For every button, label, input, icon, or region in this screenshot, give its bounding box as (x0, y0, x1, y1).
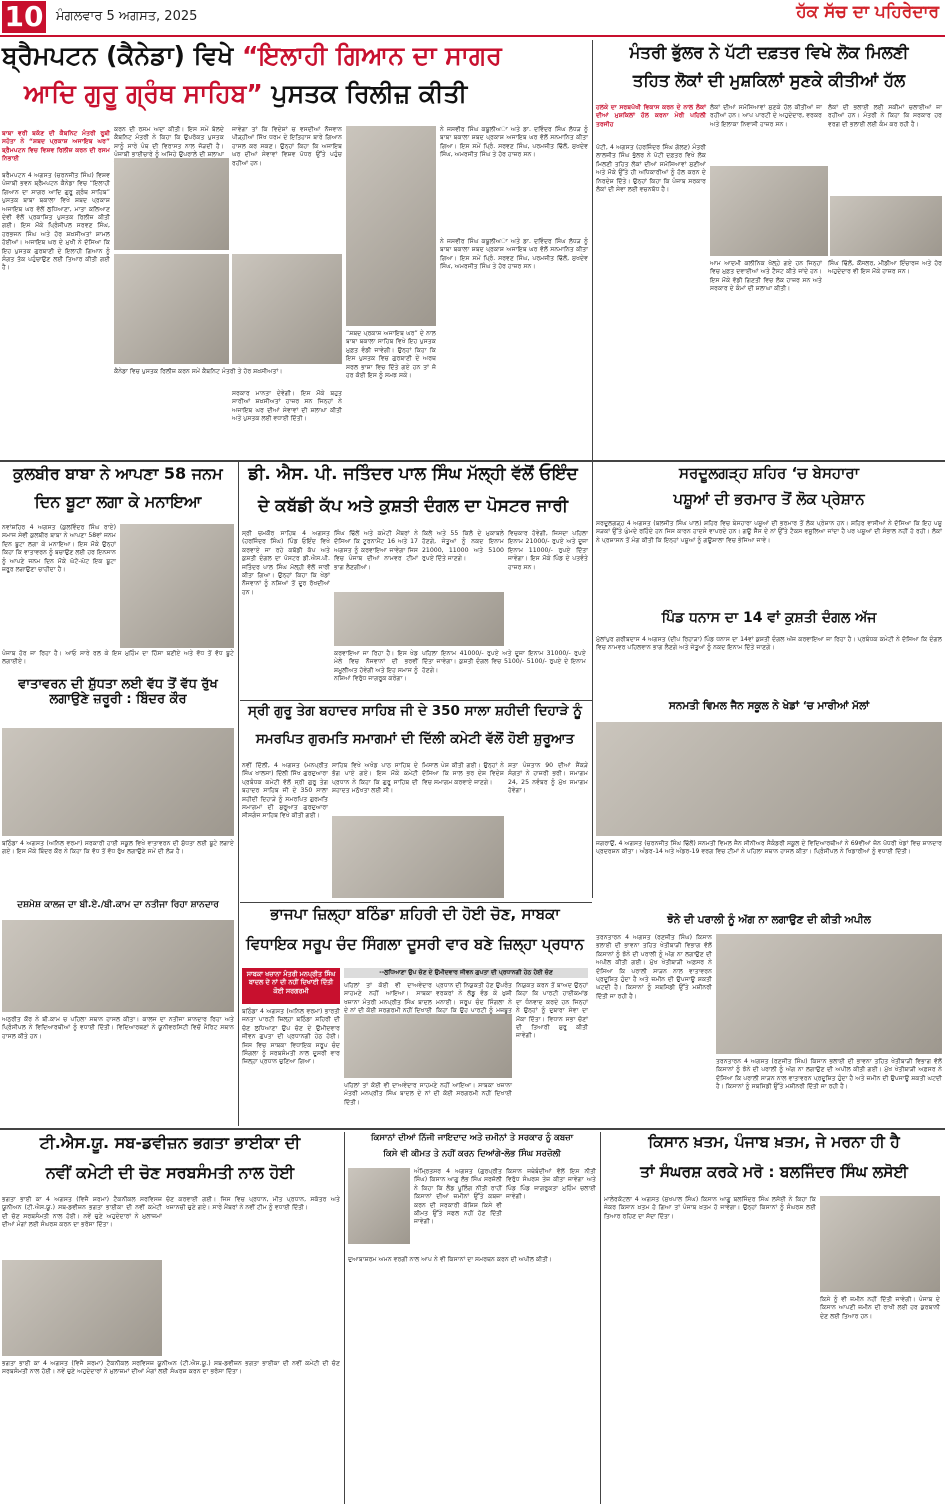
a3-body-col3: ਬਠਿੰਡਾ 4 ਅਗਸਤ (ਅਨਿਲ ਵਰਮਾ) ਸਰਕਾਰੀ ਹਾਈ ਸਕੂਲ ਵਿਖੇ ਵਾਤਾਵਰਨ ਦੀ ਸ਼ੁੱਧਤਾ ਲਈ ਬੂਟੇ ਲਗਾਏ ਗਏ। ਇਸ ਮੌਕੇ ਬਿੰਦਰ ਕੌਰ ਨੇ ਕਿਹਾ ਕਿ ਵੱਧ ਤੋਂ ਵੱਧ ਰੁੱਖ ਲਗਾਉਣੇ ਸਮੇਂ ਦੀ ਲੋੜ ਹੈ। (2, 840, 234, 856)
divider-v5 (600, 1132, 601, 1504)
divider-v1 (592, 40, 593, 460)
page-date: ਮੰਗਲਵਾਰ 5 ਅਗਸਤ, 2025 (56, 9, 198, 24)
masthead-logo (796, 2, 939, 22)
divider-h1 (0, 460, 945, 462)
a4-body-col4: ਵਿਚਕਾਰ ਹੋਵੇਗੀ, ਜਿਸਦਾ ਪਹਿਲਾ ਇਨਾਮ 21000/- ਰੁਪਏ ਅਤੇ ਦੂਜਾ ਇਨਾਮ 11000/- ਰੁਪਏ ਦਿੱਤਾ ਜਾਵੇਗਾ। ਇਸ ਮੌਕੇ ਪਿੰਡ ਦੇ ਪਤਵੰਤੇ ਹਾਜ਼ਰ ਸਨ। (508, 530, 588, 571)
divider-v4 (344, 1132, 345, 1504)
a7-headline-line2: ਵਿਧਾਇਕ ਸਰੂਪ ਚੰਦ ਸਿੰਗਲਾ ਦੂਸਰੀ ਵਾਰ ਬਣੇ ਜ਼ਿਲ੍ਹਾ ਪ੍ਰਧਾਨ (246, 935, 584, 953)
a5-body-col3: ਜਗਰਾਉਂ, 4 ਅਗਸਤ (ਚਰਨਜੀਤ ਸਿੰਘ ਢਿੱਲੋਂ) ਸਨਮਤੀ ਵਿਮਲ ਜੈਨ ਸੀਨੀਅਰ ਸੈਕੰਡਰੀ ਸਕੂਲ ਦੇ ਵਿਦਿਆਰਥੀਆਂ ਨੇ 69ਵੀਆਂ ਜ਼ੋਨ ਪੱਧਰੀ ਖੇਡਾਂ ਵਿਚ ਸ਼ਾਨਦਾਰ ਪ੍ਰਦਰਸ਼ਨ ਕੀਤਾ। ਅੰਡਰ-14 ਅਤੇ ਅੰਡਰ-19 ਵਰਗ ਵਿਚ ਟੀਮਾਂ ਨੇ ਪਹਿਲਾ ਸਥਾਨ ਹਾਸਲ ਕੀਤਾ। ਪ੍ਰਿੰਸੀਪਲ ਨੇ ਖਿਡਾਰੀਆਂ ਨੂੰ ਵਧਾਈ ਦਿੱਤੀ। (596, 840, 942, 856)
a8-body-col3: ਭਗਤਾ ਭਾਈ ਕਾ 4 ਅਗਸਤ (ਵਿਜੈ ਸ਼ਰਮਾ) ਟੈਕਨੀਕਲ ਸਰਵਿਸਜ਼ ਯੂਨੀਅਨ (ਟੀ.ਐਸ.ਯੂ.) ਸਬ-ਡਵੀਜ਼ਨ ਭਗਤਾ ਭਾਈਕਾ ਦੀ ਨਵੀਂ ਕਮੇਟੀ ਦੀ ਚੋਣ ਸਰਬਸੰਮਤੀ ਨਾਲ ਹੋਈ। ਨਵੇਂ ਚੁਣੇ ਅਹੁਦੇਦਾਰਾਂ ਨੇ ਮੁਲਾਜ਼ਮਾਂ ਦੀਆਂ ਮੰਗਾਂ ਲਈ ਸੰਘਰਸ਼ ਕਰਨ ਦਾ ਭਰੋਸਾ ਦਿੱਤਾ। (2, 1360, 340, 1376)
a9-photo-1 (348, 1168, 410, 1244)
a10-headline-line2: ਤਾਂ ਸੰਘਰਸ਼ ਕਰਕੇ ਮਰੋ : ਬਲਜਿੰਦਰ ਸਿੰਘ ਲਸੋਈ (640, 1163, 908, 1181)
a4-body-col1: ਸ੍ਰੀ ਚਮਕੌਰ ਸਾਹਿਬ 4 ਅਗਸਤ (ਹਰਜਿੰਦਰ ਸਿੰਘ) ਪਿੰਡ ਓਇੰਦ ਵਿਖੇ ਕਰਵਾਏ ਜਾ ਰਹੇ ਕਬੱਡੀ ਕੱਪ ਅਤੇ ਕੁਸ਼ਤੀ ਦੰਗਲ ਦਾ ਪੋਸਟਰ ਡੀ.ਐਸ.ਪੀ. ਜਤਿੰਦਰ ਪਾਲ ਸਿੰਘ ਮੱਲ੍ਹੀ ਵੱਲੋਂ ਜਾਰੀ ਕੀਤਾ ਗਿਆ। ਉਨ੍ਹਾਂ ਕਿਹਾ ਕਿ ਖੇਡਾਂ ਨੌਜਵਾਨਾਂ ਨੂੰ ਨਸ਼ਿਆਂ ਤੋਂ ਦੂਰ ਰੱਖਦੀਆਂ ਹਨ। (242, 530, 330, 596)
a2-photo-1 (710, 166, 828, 256)
divider-h4 (0, 1128, 945, 1130)
a1-headline-part-d: ਪੁਸਤਕ ਰਿਲੀਜ਼ ਕੀਤੀ (271, 79, 468, 108)
a5-sub3: ਝੋਨੇ ਦੀ ਪਰਾਲੀ ਨੂੰ ਅੱਗ ਨਾ ਲਗਾਉਣ ਦੀ ਕੀਤੀ ਅਪੀਲ (667, 914, 871, 926)
a9-body-col1: ਅੰਮ੍ਰਿਤਸਰ 4 ਅਗਸਤ (ਗੁਰਪ੍ਰੀਤ ਸਿੰਘ) ਕਿਸਾਨ ਆਗੂ ਲੋਭ ਸਿੰਘ ਸਰਜ਼ੋਲੀ ਨੇ ਕਿਹਾ ਕਿ ਲੈਂਡ ਪੂਲਿੰਗ ਨੀਤੀ ਰਾਹੀਂ ਕਿਸਾਨਾਂ ਦੀਆਂ ਜ਼ਮੀਨਾਂ ਉੱਤੇ ਕਬਜ਼ਾ ਕਰਨ ਦੀ ਸਰਕਾਰੀ ਕੋਸ਼ਿਸ਼ ਕਿਸੇ ਵੀ ਕੀਮਤ ਉੱਤੇ ਸਫਲ ਨਹੀਂ ਹੋਣ ਦਿੱਤੀ ਜਾਵੇਗੀ। (414, 1168, 502, 1226)
a9-headline-line1: ਕਿਸਾਨਾਂ ਦੀਆਂ ਨਿੱਜੀ ਜਾਇਦਾਦ ਅਤੇ ਜ਼ਮੀਨਾਂ ਤੇ ਸਰਕਾਰ ਨੂੰ ਕਬਜ਼ਾ (370, 1133, 574, 1143)
a6-body-col1: ਨਵੀਂ ਦਿੱਲੀ, 4 ਅਗਸਤ (ਮਨਪ੍ਰੀਤ ਸਿੰਘ ਖਾਲਸਾ) ਦਿੱਲੀ ਸਿੱਖ ਗੁਰਦੁਆਰਾ ਪ੍ਰਬੰਧਕ ਕਮੇਟੀ ਵੱਲੋਂ ਸ੍ਰੀ ਗੁਰੂ ਤੇਗ ਬਹਾਦਰ ਸਾਹਿਬ ਜੀ ਦੇ 350 ਸਾਲਾ ਸ਼ਹੀਦੀ ਦਿਹਾੜੇ ਨੂੰ ਸਮਰਪਿਤ ਗੁਰਮਤਿ ਸਮਾਗਮਾਂ ਦੀ ਸ਼ੁਰੂਆਤ ਗੁਰਦੁਆਰਾ ਸੀਸਗੰਜ ਸਾਹਿਬ ਵਿਖੇ ਕੀਤੀ ਗਈ। (242, 762, 328, 820)
a2-body-col5: ਸਿੰਘ ਢਿੱਲੋਂ, ਕੌਂਸਲਰ, ਮੀਡੀਆ ਇੰਚਾਰਜ ਅਤੇ ਹੋਰ ਅਹੁਦੇਦਾਰ ਵੀ ਇਸ ਮੌਕੇ ਹਾਜ਼ਰ ਸਨ। (828, 260, 942, 276)
a1-photo-4 (114, 254, 229, 364)
divider-v2 (238, 462, 239, 1126)
a7-photo-1 (344, 1014, 512, 1078)
a10-photo-1 (820, 1196, 940, 1292)
divider-h2 (240, 700, 592, 701)
a3-body-col1: ਨਵਾਂਸ਼ਹਿਰ 4 ਅਗਸਤ (ਕੁਲਵਿੰਦਰ ਸਿੰਘ ਰਾਏ) ਸਮਾਜ ਸੇਵੀ ਕੁਲਬੀਰ ਬਾਬਾ ਨੇ ਆਪਣਾ 58ਵਾਂ ਜਨਮ ਦਿਨ ਬੂਟਾ ਲਗਾ ਕੇ ਮਨਾਇਆ। ਇਸ ਮੌਕੇ ਉਨ੍ਹਾਂ ਕਿਹਾ ਕਿ ਵਾਤਾਵਰਨ ਨੂੰ ਬਚਾਉਣ ਲਈ ਹਰ ਇਨਸਾਨ ਨੂੰ ਆਪਣੇ ਜਨਮ ਦਿਨ ਮੌਕੇ ਘੱਟੋ-ਘੱਟ ਇਕ ਬੂਟਾ ਜ਼ਰੂਰ ਲਗਾਉਣਾ ਚਾਹੀਦਾ ਹੈ। (2, 524, 116, 574)
a1-photo-3 (232, 254, 342, 364)
a1-kicker: ਬਾਬਾ ਵਰੀ ਬਕੱਣ ਦੀ ਕੈਬਨਿਟ ਮੰਤਰੀ ਰੂਬੀ ਸਹੋਤਾ ਨੇ “ਸ਼ਬਦ ਪ੍ਰਕਾਸ਼ ਅਜਾਇਬ ਘਰ” ਬ੍ਰੈਮਪਟਨ ਵਿਚ ਵਿਸ਼ਵ ਰਿਲੀਜ਼ ਕਰਨ ਦੀ ਰਸਮ ਨਿਭਾਈ (2, 130, 110, 163)
a3-photo-1 (120, 524, 234, 648)
a10-body-col2: ਕਿਸੇ ਨੂੰ ਵੀ ਜ਼ਮੀਨ ਨਹੀਂ ਦਿੱਤੀ ਜਾਵੇਗੀ। ਪੰਜਾਬ ਦੇ ਕਿਸਾਨ ਆਪਣੀ ਜ਼ਮੀਨ ਦੀ ਰਾਖੀ ਲਈ ਹਰ ਕੁਰਬਾਨੀ ਦੇਣ ਲਈ ਤਿਆਰ ਹਨ। (820, 1296, 940, 1320)
a3-photo-2 (2, 728, 234, 836)
a1-body-col3: ਜਾਵੇਗਾ ਤਾਂ ਕਿ ਵਿਦੇਸ਼ਾਂ ਚ ਵਸਦੀਆਂ ਨੌਜਵਾਨ ਪੀੜ੍ਹੀਆਂ ਸਿੱਖ ਧਰਮ ਦੇ ਇਤਿਹਾਸ ਬਾਰੇ ਗਿਆਨ ਹਾਸਲ ਕਰ ਸਕਣ। ਉਨ੍ਹਾਂ ਕਿਹਾ ਕਿ ਅਜਾਇਬ ਘਰ ਦੀਆਂ ਸੇਵਾਵਾਂ ਵਿਸ਼ਵ ਪੱਧਰ ਉੱਤੇ ਪਹੁੰਚ ਰਹੀਆਂ ਹਨ। (232, 126, 342, 167)
masthead-text: ਹੱਕ ਸੱਚ ਦਾ ਪਹਿਰੇਦਾਰ (796, 2, 939, 22)
divider-h3 (240, 902, 592, 903)
a2-headline-line1: ਮੰਤਰੀ ਭੁੱਲਰ ਨੇ ਪੱਟੀ ਦਫ਼ਤਰ ਵਿਖੇ ਲੋਕ ਮਿਲਣੀ (629, 43, 909, 62)
a3-headline-line2: ਦਿਨ ਬੂਟਾ ਲਗਾ ਕੇ ਮਨਾਇਆ (34, 492, 202, 511)
a4-headline-line1: ਡੀ. ਐਸ. ਪੀ. ਜਤਿੰਦਰ ਪਾਲ ਸਿੰਘ ਮੱਲ੍ਹੀ ਵੱਲੋਂ ਓਇੰਦ (248, 464, 578, 484)
a9-body-col3: ਦੁਆਬਾਸ਼ਰਮ ਅਮਨ ਵਰਗੀ ਨਾਲ ਆਪ ਨੇ ਵੀ ਕਿਸਾਨਾਂ ਦਾ ਸਮਰਥਨ ਕਰਨ ਦੀ ਅਪੀਲ ਕੀਤੀ। (348, 1256, 553, 1263)
a3-headline-line1: ਕੁਲਬੀਰ ਬਾਬਾ ਨੇ ਆਪਣਾ 58 ਜਨਮ (13, 464, 223, 483)
a9-headline-line2: ਕਿਸੇ ਵੀ ਕੀਮਤ ਤੇ ਨਹੀਂ ਕਰਨ ਦਿਆਂਗੇ-ਲੋਭ ਸਿੰਘ ਸਰਜ਼ੋਲੀ (383, 1149, 561, 1159)
a8-photo-1 (2, 1260, 162, 1356)
a1-headline-part-b: “ਇਲਾਹੀ ਗਿਆਨ ਦਾ ਸਾਗਰ (241, 41, 502, 70)
a1-body-col4: ਸਰਕਾਰ ਮਾਨਤਾ ਦੇਵੇਗੀ। ਇਸ ਮੌਕੇ ਬਹੁਤ ਸਾਰੀਆਂ ਸ਼ਖ਼ਸੀਅਤਾਂ ਹਾਜ਼ਰ ਸਨ ਜਿਨ੍ਹਾਂ ਨੇ ਅਜਾਇਬ ਘਰ ਦੀਆਂ ਸੇਵਾਵਾਂ ਦੀ ਸ਼ਲਾਘਾ ਕੀਤੀ ਅਤੇ ਪੁਸਤਕ ਲਈ ਵਧਾਈ ਦਿੱਤੀ। (232, 390, 342, 423)
a6-headline-line2: ਸਮਰਪਿਤ ਗੁਰਮਤਿ ਸਮਾਗਮਾਂ ਦੀ ਦਿੱਲੀ ਕਮੇਟੀ ਵੱਲੋਂ ਹੋਈ ਸ਼ੁਰੂਆਤ (255, 731, 575, 747)
a3-photo-3 (2, 920, 234, 1012)
a8-headline-line2: ਨਵੀਂ ਕਮੇਟੀ ਦੀ ਚੋਣ ਸਰਬਸੰਮਤੀ ਨਾਲ ਹੋਈ (45, 1163, 295, 1182)
a7-body-col3: ਪ੍ਰਧਾਨ ਦੀ ਨਿਯੁਕਤੀ ਹੋਣ ਉਪਰੰਤ ਵਰਕਰਾਂ ਨੇ ਲੱਡੂ ਵੰਡ ਕੇ ਖ਼ੁਸ਼ੀ ਮਨਾਈ। ਸਰੂਪ ਚੰਦ ਸਿੰਗਲਾ ਨੇ ਕਿਹਾ ਕਿ ਉਹ ਪਾਰਟੀ ਨੂੰ ਮਜ਼ਬੂਤ (436, 982, 512, 1015)
a10-body-col1: ਮਾਲੇਰਕੋਟਲਾ 4 ਅਗਸਤ (ਸੁਖਪਾਲ ਸਿੰਘ) ਕਿਸਾਨ ਆਗੂ ਬਲਜਿੰਦਰ ਸਿੰਘ ਲਸੋਈ ਨੇ ਕਿਹਾ ਕਿ ਜੇਕਰ ਕਿਸਾਨ ਖ਼ਤਮ ਹੋ ਗਿਆ ਤਾਂ ਪੰਜਾਬ ਖ਼ਤਮ ਹੋ ਜਾਵੇਗਾ। ਉਨ੍ਹਾਂ ਕਿਸਾਨਾਂ ਨੂੰ ਸੰਘਰਸ਼ ਲਈ ਤਿਆਰ ਰਹਿਣ ਦਾ ਸੱਦਾ ਦਿੱਤਾ। (604, 1196, 816, 1220)
a10-headline-line1: ਕਿਸਾਨ ਖ਼ਤਮ, ਪੰਜਾਬ ਖ਼ਤਮ, ਜੇ ਮਰਨਾ ਹੀ ਹੈ (648, 1133, 900, 1151)
divider-v3 (592, 462, 593, 898)
a8-headline-line1: ਟੀ.ਐਸ.ਯੂ. ਸਬ-ਡਵੀਜ਼ਨ ਭਗਤਾ ਭਾਈਕਾ ਦੀ (39, 1133, 301, 1152)
a5-headline-line1: ਸਰਦੂਲਗੜ੍ਹ ਸ਼ਹਿਰ ‘ਚ ਬੇਸਹਾਰਾ (678, 464, 860, 482)
a3-body-col2: ਪੰਜਾਬ ਹੋਰ ਜਾ ਰਿਹਾ ਹੈ। ਆਓ ਸਾਰੇ ਰਲ ਕੇ ਇਸ ਮੁਹਿੰਮ ਦਾ ਹਿੱਸਾ ਬਣੀਏ ਅਤੇ ਵੱਧ ਤੋਂ ਵੱਧ ਬੂਟੇ ਲਗਾਈਏ। (2, 650, 234, 666)
a5-body-col4: ਤਰਨਤਾਰਨ 4 ਅਗਸਤ (ਰਣਜੀਤ ਸਿੰਘ) ਕਿਸਾਨ ਭਲਾਈ ਦੀ ਭਾਵਨਾ ਤਹਿਤ ਖੇਤੀਬਾੜੀ ਵਿਭਾਗ ਵੱਲੋਂ ਕਿਸਾਨਾਂ ਨੂੰ ਝੋਨੇ ਦੀ ਪਰਾਲੀ ਨੂੰ ਅੱਗ ਨਾ ਲਗਾਉਣ ਦੀ ਅਪੀਲ ਕੀਤੀ ਗਈ। ਮੁੱਖ ਖੇਤੀਬਾੜੀ ਅਫ਼ਸਰ ਨੇ ਦੱਸਿਆ ਕਿ ਪਰਾਲੀ ਸਾੜਨ ਨਾਲ ਵਾਤਾਵਰਨ ਪ੍ਰਦੂਸ਼ਿਤ ਹੁੰਦਾ ਹੈ ਅਤੇ ਜ਼ਮੀਨ ਦੀ ਉਪਜਾਊ ਸ਼ਕਤੀ ਘਟਦੀ ਹੈ। ਕਿਸਾਨਾਂ ਨੂੰ ਸਬਸਿਡੀ ਉੱਤੇ ਮਸ਼ੀਨਰੀ ਦਿੱਤੀ ਜਾ ਰਹੀ ਹੈ। (596, 934, 712, 1000)
a7-body-col4: ਨਿਯੁਕਤ ਕਰਨ ਤੋਂ ਬਾਅਦ ਉਨ੍ਹਾਂ ਕਿਹਾ ਕਿ ਪਾਰਟੀ ਹਾਈਕਮਾਂਡ ਦਾ ਧੰਨਵਾਦ ਕਰਦੇ ਹਨ ਜਿਨ੍ਹਾਂ ਨੇ ਉਨ੍ਹਾਂ ਨੂੰ ਦੁਬਾਰਾ ਸੇਵਾ ਦਾ ਮੌਕਾ ਦਿੱਤਾ। ਵਿਧਾਨ ਸਭਾ ਚੋਣਾਂ ਦੀ ਤਿਆਰੀ ਸ਼ੁਰੂ ਕੀਤੀ ਜਾਵੇਗੀ। (516, 982, 588, 1040)
a2-headline-line2: ਤਹਿਤ ਲੋਕਾਂ ਦੀ ਮੁਸ਼ਕਿਲਾਂ ਸੁਣਕੇ ਕੀਤੀਆਂ ਹੱਲ (632, 71, 906, 90)
a6-body-col3: ਮਿਸਾਲ ਪੇਸ਼ ਕੀਤੀ ਗਈ। ਉਨ੍ਹਾਂ ਨੇ ਦੱਸਿਆ ਕਿ ਸਾਲ ਭਰ ਦੇਸ਼ ਵਿਦੇਸ਼ ਵਿਚ ਸਮਾਗਮ ਕਰਵਾਏ ਜਾਣਗੇ। (422, 762, 504, 786)
a5-photo-1 (596, 722, 942, 836)
a1-headline-part-c: ਆਦਿ ਗੁਰੂ ਗ੍ਰੰਥ ਸਾਹਿਬ” (24, 79, 263, 108)
a6-headline-line1: ਸ੍ਰੀ ਗੁਰੂ ਤੇਗ ਬਹਾਦਰ ਸਾਹਿਬ ਜੀ ਦੇ 350 ਸਾਲਾ ਸ਼ਹੀਦੀ ਦਿਹਾੜੇ ਨੂੰ (248, 703, 582, 719)
a7-grey-bar: --ਲੁਧਿਆਣਾ ਉਪ ਚੋਣ ਦੇ ਉਮੀਦਵਾਰ ਜੀਵਨ ਗੁਪਤਾ ਦੀ ਪ੍ਰਧਾਨਗੀ ਹੇਠ ਹੋਈ ਚੋਣ (344, 968, 588, 978)
a7-body-col5: ਪਹਿਲਾਂ ਤਾਂ ਕੋਈ ਵੀ ਦਾਅਵੇਦਾਰ ਸਾਹਮਣੇ ਨਹੀਂ ਆਇਆ। ਸਾਬਕਾ ਖਜ਼ਾਨਾ ਮੰਤਰੀ ਮਨਪ੍ਰੀਤ ਸਿੰਘ ਬਾਦਲ ਦੇ ਨਾਂ ਦੀ ਕੋਈ ਸਰਗਰਮੀ ਨਹੀਂ ਦਿਖਾਈ ਦਿੱਤੀ। (344, 1082, 512, 1106)
a1-photo-2 (346, 126, 436, 326)
a3-sub2: ਦਸ਼ਮੇਸ਼ ਕਾਲਜ ਦਾ ਬੀ.ਏ./ਬੀ.ਕਾਮ ਦਾ ਨਤੀਜਾ ਰਿਹਾ ਸ਼ਾਨਦਾਰ (17, 900, 219, 910)
a1-headline-line2 (24, 80, 590, 116)
a7-headline-line1: ਭਾਜਪਾ ਜ਼ਿਲ੍ਹਾ ਬਠਿੰਡਾ ਸ਼ਹਿਰੀ ਦੀ ਹੋਈ ਚੋਣ, ਸਾਬਕਾ (270, 905, 560, 923)
a7-body-col2: ਪਹਿਲਾਂ ਤਾਂ ਕੋਈ ਵੀ ਦਾਅਵੇਦਾਰ ਸਾਹਮਣੇ ਨਹੀਂ ਆਇਆ। ਸਾਬਕਾ ਖਜ਼ਾਨਾ ਮੰਤਰੀ ਮਨਪ੍ਰੀਤ ਸਿੰਘ ਬਾਦਲ ਦੇ ਨਾਂ ਦੀ ਕੋਈ ਸਰਗਰਮੀ ਨਹੀਂ ਦਿਖਾਈ (344, 982, 432, 1015)
a1-body-col5: “ਸ਼ਬਦ ਪ੍ਰਕਾਸ਼ ਅਜਾਇਬ ਘਰ” ਦੇ ਨਾਲ ਬਾਬਾ ਬਕਾਲਾ ਸਾਹਿਬ ਵਿਖੇ ਇਹ ਪੁਸਤਕ ਮੁਫ਼ਤ ਵੰਡੀ ਜਾਵੇਗੀ। ਉਨ੍ਹਾਂ ਕਿਹਾ ਕਿ ਇਸ ਪੁਸਤਕ ਵਿਚ ਗੁਰਬਾਣੀ ਦੇ ਅਰਥ ਸਰਲ ਭਾਸ਼ਾ ਵਿਚ ਦਿੱਤੇ ਗਏ ਹਨ ਤਾਂ ਜੋ ਹਰ ਕੋਈ ਇਸ ਨੂੰ ਸਮਝ ਸਕੇ। (346, 330, 436, 380)
a4-photo-1 (334, 592, 504, 646)
a1-headline-part-a: ਬ੍ਰੈਮਪਟਨ (ਕੈਨੇਡਾ) ਵਿਖੇ (2, 41, 234, 70)
a1-body-extra: ਨੇ ਜਸਵੀਰ ਸਿੰਘ ਕਬੂਲੀਅਾ ਅਤੇ ਡਾ. ਦਵਿੰਦਰ ਸਿੰਘ ਲੱਧੜ ਨੂੰ ਬਾਬਾ ਬਕਾਲਾ ਸ਼ਬਦ ਪ੍ਰਕਾਸ਼ ਅਜਾਇਬ ਘਰ ਵੱਲੋਂ ਸਨਮਾਨਿਤ ਕੀਤਾ ਗਿਆ। ਇਸ ਸਮੇਂ ਪ੍ਰਿੰ. ਸਰਵਣ ਸਿੰਘ, ਪਰਮਜੀਤ ਢਿੱਲੋਂ, ਸੁਖਦੇਵ ਸਿੰਘ, ਅਮਰਜੀਤ ਸਿੰਘ ਤੇ ਹੋਰ ਹਾਜ਼ਰ ਸਨ। (440, 238, 588, 271)
a4-body-col3: ਕਿਲੋ ਅਤੇ 55 ਕਿਲੋ ਦੇ ਮੁਕਾਬਲੇ ਹੋਣਗੇ, ਜੇਤੂਆਂ ਨੂੰ ਨਕਦ ਇਨਾਮ 21000, 11000 ਅਤੇ 5100 ਰੁਪਏ ਦਿੱਤੇ ਜਾਣਗੇ। (422, 530, 504, 563)
a2-photo-2 (830, 196, 942, 256)
header (0, 0, 945, 34)
header-rule (0, 35, 945, 37)
a1-headline-line1 (2, 42, 590, 78)
a1-body-col1: ਬਰੈਮਪਟਨ 4 ਅਗਸਤ (ਚਰਨਜੀਤ ਸਿੰਘ) ਵਿਸ਼ਵ ਪੰਜਾਬੀ ਭਵਨ ਬ੍ਰੈਮਪਟਨ ਕੈਨੇਡਾ ਵਿਚ “ਇਲਾਹੀ ਗਿਆਨ ਦਾ ਸਾਗਰ ਆਦਿ ਗੁਰੂ ਗ੍ਰੰਥ ਸਾਹਿਬ” ਪੁਸਤਕ ਬਾਬਾ ਬਕਾਲਾ ਵਿਖੇ ਸ਼ਬਦ ਪ੍ਰਕਾਸ਼ ਅਜਾਇਬ ਘਰ ਵੱਲੋਂ ਲੁਧਿਆਣਾ, ਮਾਤਾ ਕਲਿਆਣ ਦੇਵੀ ਵੱਲੋਂ ਪ੍ਰਕਾਸ਼ਿਤ ਪੁਸਤਕ ਰਿਲੀਜ਼ ਕੀਤੀ ਗਈ। ਇਸ ਮੌਕੇ ਪ੍ਰਿੰਸੀਪਲ ਸਰਵਣ ਸਿੰਘ, ਹਰਭਜਨ ਸਿੰਘ ਅਤੇ ਹੋਰ ਸ਼ਖ਼ਸੀਅਤਾਂ ਸ਼ਾਮਲ ਹੋਈਆਂ। ਅਜਾਇਬ ਘਰ ਦੇ ਮੁਖੀ ਨੇ ਦੱਸਿਆ ਕਿ ਇਹ ਪੁਸਤਕ ਗੁਰਬਾਣੀ ਦੇ ਇਲਾਹੀ ਗਿਆਨ ਨੂੰ ਸੰਗਤ ਤੱਕ ਪਹੁੰਚਾਉਣ ਲਈ ਤਿਆਰ ਕੀਤੀ ਗਈ ਹੈ। (2, 172, 110, 272)
page-number: 10 (2, 1, 46, 33)
a8-body-col2: ਚੋਣ ਕਰਵਾਈ ਗਈ। ਜਿਸ ਵਿਚ ਪ੍ਰਧਾਨ, ਮੀਤ ਪ੍ਰਧਾਨ, ਸਕੱਤਰ ਅਤੇ ਖਜ਼ਾਨਚੀ ਚੁਣੇ ਗਏ। ਸਾਰੇ ਮੈਂਬਰਾਂ ਨੇ ਨਵੀਂ ਟੀਮ ਨੂੰ ਵਧਾਈ ਦਿੱਤੀ। (166, 1196, 340, 1212)
a9-body-col2: ਕਿਸਾਨ ਜਥੇਬੰਦੀਆਂ ਵੱਲੋਂ ਇਸ ਨੀਤੀ ਵਿਰੁੱਧ ਸੰਘਰਸ਼ ਤੇਜ਼ ਕੀਤਾ ਜਾਵੇਗਾ ਅਤੇ ਪਿੰਡ ਪਿੰਡ ਜਾਗਰੂਕਤਾ ਮੁਹਿੰਮ ਚਲਾਈ ਜਾਵੇਗੀ। (506, 1168, 596, 1201)
a5-body-col5: ਤਰਨਤਾਰਨ 4 ਅਗਸਤ (ਰਣਜੀਤ ਸਿੰਘ) ਕਿਸਾਨ ਭਲਾਈ ਦੀ ਭਾਵਨਾ ਤਹਿਤ ਖੇਤੀਬਾੜੀ ਵਿਭਾਗ ਵੱਲੋਂ ਕਿਸਾਨਾਂ ਨੂੰ ਝੋਨੇ ਦੀ ਪਰਾਲੀ ਨੂੰ ਅੱਗ ਨਾ ਲਗਾਉਣ ਦੀ ਅਪੀਲ ਕੀਤੀ ਗਈ। ਮੁੱਖ ਖੇਤੀਬਾੜੀ ਅਫ਼ਸਰ ਨੇ ਦੱਸਿਆ ਕਿ ਪਰਾਲੀ ਸਾੜਨ ਨਾਲ ਵਾਤਾਵਰਨ ਪ੍ਰਦੂਸ਼ਿਤ ਹੁੰਦਾ ਹੈ ਅਤੇ ਜ਼ਮੀਨ ਦੀ ਉਪਜਾਊ ਸ਼ਕਤੀ ਘਟਦੀ ਹੈ। ਕਿਸਾਨਾਂ ਨੂੰ ਸਬਸਿਡੀ ਉੱਤੇ ਮਸ਼ੀਨਰੀ ਦਿੱਤੀ ਜਾ ਰਹੀ ਹੈ। (716, 1058, 942, 1091)
a2-body-col1: ਪੱਟੀ, 4 ਅਗਸਤ (ਹਰਜਿੰਦਰ ਸਿੰਘ ਗੋਲਣ) ਮੰਤਰੀ ਲਾਲਜੀਤ ਸਿੰਘ ਭੁੱਲਰ ਨੇ ਪੱਟੀ ਦਫ਼ਤਰ ਵਿਖੇ ਲੋਕ ਮਿਲਣੀ ਤਹਿਤ ਲੋਕਾਂ ਦੀਆਂ ਸਮੱਸਿਆਵਾਂ ਸੁਣੀਆਂ ਅਤੇ ਮੌਕੇ ਉੱਤੇ ਹੀ ਅਧਿਕਾਰੀਆਂ ਨੂੰ ਹੱਲ ਕਰਨ ਦੇ ਨਿਰਦੇਸ਼ ਦਿੱਤੇ। ਉਨ੍ਹਾਂ ਕਿਹਾ ਕਿ ਪੰਜਾਬ ਸਰਕਾਰ ਲੋਕਾਂ ਦੀ ਸੇਵਾ ਲਈ ਵਚਨਬੱਧ ਹੈ। (596, 144, 706, 194)
a1-body-col6: ਨੇ ਜਸਵੀਰ ਸਿੰਘ ਕਬੂਲੀਅਾ ਅਤੇ ਡਾ. ਦਵਿੰਦਰ ਸਿੰਘ ਲੱਧੜ ਨੂੰ ਬਾਬਾ ਬਕਾਲਾ ਸ਼ਬਦ ਪ੍ਰਕਾਸ਼ ਅਜਾਇਬ ਘਰ ਵੱਲੋਂ ਸਨਮਾਨਿਤ ਕੀਤਾ ਗਿਆ। ਇਸ ਸਮੇਂ ਪ੍ਰਿੰ. ਸਰਵਣ ਸਿੰਘ, ਪਰਮਜੀਤ ਢਿੱਲੋਂ, ਸੁਖਦੇਵ ਸਿੰਘ, ਅਮਰਜੀਤ ਸਿੰਘ ਤੇ ਹੋਰ ਹਾਜ਼ਰ ਸਨ। (440, 126, 588, 159)
a5-body-col1: ਸਰਦੂਲਗੜ੍ਹ 4 ਅਗਸਤ (ਬਲਜੀਤ ਸਿੰਘ ਪਾਲ) ਸ਼ਹਿਰ ਵਿਚ ਬੇਸਹਾਰਾ ਪਸ਼ੂਆਂ ਦੀ ਭਰਮਾਰ ਤੋਂ ਲੋਕ ਪ੍ਰੇਸ਼ਾਨ ਹਨ। ਸ਼ਹਿਰ ਵਾਸੀਆਂ ਨੇ ਦੱਸਿਆ ਕਿ ਇਹ ਪਸ਼ੂ ਸੜਕਾਂ ਉੱਤੇ ਘੁੰਮਦੇ ਰਹਿੰਦੇ ਹਨ ਜਿਸ ਕਾਰਨ ਹਾਦਸੇ ਵਾਪਰਦੇ ਹਨ। ਗਊ ਸੈੱਸ ਦੇ ਨਾਂ ਉੱਤੇ ਟੈਕਸ ਵਸੂਲਿਆ ਜਾਂਦਾ ਹੈ ਪਰ ਪਸ਼ੂਆਂ ਦੀ ਸੰਭਾਲ ਨਹੀਂ ਹੋ ਰਹੀ। ਲੋਕਾਂ ਨੇ ਪ੍ਰਸ਼ਾਸਨ ਤੋਂ ਮੰਗ ਕੀਤੀ ਕਿ ਇਨ੍ਹਾਂ ਪਸ਼ੂਆਂ ਨੂੰ ਗਊਸ਼ਾਲਾ ਵਿਚ ਭੇਜਿਆ ਜਾਵੇ। (596, 520, 942, 544)
a7-body-col1: ਬਠਿੰਡਾ 4 ਅਗਸਤ (ਅਨਿਲ ਵਰਮਾ) ਭਾਰਤੀ ਜਨਤਾ ਪਾਰਟੀ ਜ਼ਿਲ੍ਹਾ ਬਠਿੰਡਾ ਸ਼ਹਿਰੀ ਦੀ ਚੋਣ ਲੁਧਿਆਣਾ ਉਪ ਚੋਣ ਦੇ ਉਮੀਦਵਾਰ ਜੀਵਨ ਗੁਪਤਾ ਦੀ ਪ੍ਰਧਾਨਗੀ ਹੇਠ ਹੋਈ। ਜਿਸ ਵਿਚ ਸਾਬਕਾ ਵਿਧਾਇਕ ਸਰੂਪ ਚੰਦ ਸਿੰਗਲਾ ਨੂੰ ਸਰਬਸੰਮਤੀ ਨਾਲ ਦੂਸਰੀ ਵਾਰ ਜ਼ਿਲ੍ਹਾ ਪ੍ਰਧਾਨ ਚੁਣਿਆ ਗਿਆ। (242, 1008, 340, 1066)
a5-photo-2 (716, 934, 942, 1054)
a6-body-col4: ਸ਼ਤਾ ਪੰਜ਼ਤਾਨ 90 ਦੀਆਂ ਸੈਂਕੜੇ ਸੰਗਤਾਂ ਨੇ ਹਾਜ਼ਰੀ ਭਰੀ। ਸਮਾਗਮ 24, 25 ਨਵੰਬਰ ਨੂੰ ਮੁੱਖ ਸਮਾਗਮ ਹੋਵੇਗਾ। (508, 762, 588, 795)
a2-body-col2: ਲੋਕਾਂ ਦੀਆਂ ਸਮੱਸਿਆਵਾਂ ਸੁਣਕੇ ਹੱਲ ਕੀਤੀਆਂ ਜਾ ਰਹੀਆਂ ਹਨ। ਆਪ ਪਾਰਟੀ ਦੇ ਅਹੁਦੇਦਾਰ, ਵਰਕਰ ਅਤੇ ਇਲਾਕਾ ਨਿਵਾਸੀ ਹਾਜ਼ਰ ਸਨ। (710, 104, 822, 128)
a2-kicker: ਹਲਕੇ ਦਾ ਸਰਬਪੱਖੀ ਵਿਕਾਸ ਕਰਨ ਦੇ ਨਾਲ ਲੋਕਾਂ ਦੀਆਂ ਮੁਸ਼ਕਿਲਾਂ ਹੱਲ ਕਰਨਾ ਮੇਰੀ ਪਹਿਲੀ ਤਰਜੀਹ (596, 104, 706, 128)
a4-body-col5: ਕਰਵਾਇਆ ਜਾ ਰਿਹਾ ਹੈ। ਇਸ ਖੇਡ ਮੇਲੇ ਵਿਚ ਨੌਜਵਾਨਾਂ ਦੀ ਭਰਵੀਂ ਸ਼ਮੂਲੀਅਤ ਹੋਵੇਗੀ ਅਤੇ ਇਹ ਸਮਾਜ ਨੂੰ ਨਸ਼ਿਆਂ ਵਿਰੁੱਧ ਜਾਗਰੂਕ ਕਰੇਗਾ। (334, 650, 418, 683)
a3-body-col4: ਅਨੁਰੀਤ ਕੌਰ ਨੇ ਬੀ.ਕਾਮ ਚ ਪਹਿਲਾ ਸਥਾਨ ਹਾਸਲ ਕੀਤਾ। ਕਾਲਜ ਦਾ ਨਤੀਜਾ ਸ਼ਾਨਦਾਰ ਰਿਹਾ ਅਤੇ ਪ੍ਰਿੰਸੀਪਲ ਨੇ ਵਿਦਿਆਰਥੀਆਂ ਨੂੰ ਵਧਾਈ ਦਿੱਤੀ। ਵਿਦਿਆਰਥਣਾਂ ਨੇ ਯੂਨੀਵਰਸਿਟੀ ਵਿਚੋਂ ਮੈਰਿਟ ਸਥਾਨ ਹਾਸਲ ਕੀਤੇ ਹਨ। (2, 1016, 234, 1040)
a5-sub2: ਸਨਮਤੀ ਵਿਮਲ ਜੈਨ ਸਕੂਲ ਨੇ ਖੇਡਾਂ ‘ਚ ਮਾਰੀਆਂ ਮੱਲਾਂ (668, 700, 870, 712)
a5-body-col2: ਮੁੱਲਾਂਪੁਰ ਗਰੀਬਦਾਸ 4 ਅਗਸਤ (ਦੀਪ ਰਿਹਾੜਾ) ਪਿੰਡ ਧਨਾਸ ਦਾ 14ਵਾਂ ਕੁਸ਼ਤੀ ਦੰਗਲ ਅੱਜ ਕਰਵਾਇਆ ਜਾ ਰਿਹਾ ਹੈ। ਪ੍ਰਬੰਧਕ ਕਮੇਟੀ ਨੇ ਦੱਸਿਆ ਕਿ ਦੰਗਲ ਵਿਚ ਨਾਮਵਰ ਪਹਿਲਵਾਨ ਭਾਗ ਲੈਣਗੇ ਅਤੇ ਜੇਤੂਆਂ ਨੂੰ ਨਕਦ ਇਨਾਮ ਦਿੱਤੇ ਜਾਣਗੇ। (596, 636, 942, 652)
a4-body-col6: ਪਹਿਲਾ ਇਨਾਮ 41000/- ਰੁਪਏ ਅਤੇ ਦੂਜਾ ਇਨਾਮ 31000/- ਰੁਪਏ ਦਿੱਤਾ ਜਾਵੇਗਾ। ਕੁਸ਼ਤੀ ਦੰਗਲ ਵਿਚ 5100/- 5100/- ਰੁਪਏ ਦੇ ਇਨਾਮ ਹੋਣਗੇ। (422, 650, 586, 674)
a6-body-col2: ਸਾਹਿਬ ਵਿਖੇ ਅਖੰਡ ਪਾਠ ਸਾਹਿਬ ਦੇ ਭੋਗ ਪਾਏ ਗਏ। ਇਸ ਮੌਕੇ ਕਮੇਟੀ ਪ੍ਰਧਾਨ ਨੇ ਕਿਹਾ ਕਿ ਗੁਰੂ ਸਾਹਿਬ ਦੀ ਸ਼ਹਾਦਤ ਮਨੁੱਖਤਾ ਲਈ ਸੀ। (332, 762, 418, 795)
a7-red-box: ਸਾਬਕਾ ਖਜ਼ਾਨਾ ਮੰਤਰੀ ਮਨਪ੍ਰੀਤ ਸਿੰਘ ਬਾਦਲ ਦੇ ਨਾਂ ਦੀ ਨਹੀਂ ਦਿਖਾਈ ਦਿੱਤੀ ਕੋਈ ਸਰਗਰਮੀ (242, 968, 340, 1004)
a1-caption: ਕੈਨੇਡਾ ਵਿਚ ਪੁਸਤਕ ਰਿਲੀਜ਼ ਕਰਨ ਸਮੇਂ ਕੈਬਨਿਟ ਮੰਤਰੀ ਤੇ ਹੋਰ ਸ਼ਖ਼ਸੀਅਤਾਂ। (114, 368, 283, 375)
a3-sub-headline: ਵਾਤਾਵਰਨ ਦੀ ਸ਼ੁੱਧਤਾ ਲਈ ਵੱਧ ਤੋਂ ਵੱਧ ਰੁੱਖ ਲਗਾਉਣੇ ਜ਼ਰੂਰੀ : ਬਿੰਦਰ ਕੌਰ (18, 677, 218, 707)
a8-body-col1: ਭਗਤਾ ਭਾਈ ਕਾ 4 ਅਗਸਤ (ਵਿਜੈ ਸ਼ਰਮਾ) ਟੈਕਨੀਕਲ ਸਰਵਿਸਜ਼ ਯੂਨੀਅਨ (ਟੀ.ਐਸ.ਯੂ.) ਸਬ-ਡਵੀਜ਼ਨ ਭਗਤਾ ਭਾਈਕਾ ਦੀ ਨਵੀਂ ਕਮੇਟੀ ਦੀ ਚੋਣ ਸਰਬਸੰਮਤੀ ਨਾਲ ਹੋਈ। ਨਵੇਂ ਚੁਣੇ ਅਹੁਦੇਦਾਰਾਂ ਨੇ ਮੁਲਾਜ਼ਮਾਂ ਦੀਆਂ ਮੰਗਾਂ ਲਈ ਸੰਘਰਸ਼ ਕਰਨ ਦਾ ਭਰੋਸਾ ਦਿੱਤਾ। (2, 1196, 162, 1229)
a5-sub-headline: ਪਿੰਡ ਧਨਾਸ ਦਾ 14 ਵਾਂ ਕੁਸ਼ਤੀ ਦੰਗਲ ਅੱਜ (661, 610, 877, 626)
a2-body-col3: ਲੋਕਾਂ ਦੀ ਭਲਾਈ ਲਈ ਸਕੀਮਾਂ ਚਲਾਈਆਂ ਜਾ ਰਹੀਆਂ ਹਨ। ਮੰਤਰੀ ਨੇ ਕਿਹਾ ਕਿ ਸਰਕਾਰ ਹਰ ਵਰਗ ਦੀ ਭਲਾਈ ਲਈ ਕੰਮ ਕਰ ਰਹੀ ਹੈ। (828, 104, 942, 128)
a2-body-col4: ਆਮ ਆਦਮੀ ਕਲੀਨਿਕ ਖੋਲ੍ਹੇ ਗਏ ਹਨ ਜਿਨ੍ਹਾਂ ਵਿਚ ਮੁਫ਼ਤ ਦਵਾਈਆਂ ਅਤੇ ਟੈਸਟ ਕੀਤੇ ਜਾਂਦੇ ਹਨ। ਇਸ ਮੌਕੇ ਵੱਡੀ ਗਿਣਤੀ ਵਿਚ ਲੋਕ ਹਾਜ਼ਰ ਸਨ ਅਤੇ ਸਰਕਾਰ ਦੇ ਕੰਮਾਂ ਦੀ ਸ਼ਲਾਘਾ ਕੀਤੀ। (710, 260, 822, 293)
a1-photo-1 (114, 158, 229, 250)
a6-photo-1 (332, 816, 504, 898)
a4-headline-line2: ਦੇ ਕਬੱਡੀ ਕੱਪ ਅਤੇ ਕੁਸ਼ਤੀ ਦੰਗਲ ਦਾ ਪੋਸਟਰ ਜਾਰੀ (258, 496, 568, 516)
a4-body-col2: ਸਿੰਘ ਢਿੱਲੋਂ ਅਤੇ ਕਮੇਟੀ ਮੈਂਬਰਾਂ ਨੇ ਦੱਸਿਆ ਕਿ ਟੂਰਨਾਮੈਂਟ 16 ਅਤੇ 17 ਅਗਸਤ ਨੂੰ ਕਰਵਾਇਆ ਜਾਵੇਗਾ ਜਿਸ ਵਿਚ ਪੰਜਾਬ ਦੀਆਂ ਨਾਮਵਰ ਟੀਮਾਂ ਭਾਗ ਲੈਣਗੀਆਂ। (334, 530, 418, 571)
a1-body-col2: ਕਰਨ ਦੀ ਰਸਮ ਅਦਾ ਕੀਤੀ। ਇਸ ਸਮੇਂ ਬੋਲਦੇ ਕੈਬਨਿਟ ਮੰਤਰੀ ਨੇ ਕਿਹਾ ਕਿ ਉਪਰੋਕਤ ਪੁਸਤਕ ਸਾਨੂੰ ਸਾਰੇ ਪੰਥ ਦੀ ਵਿਰਾਸਤ ਨਾਲ ਜੋੜਦੀ ਹੈ। ਪੰਜਾਬੀ ਭਾਈਚਾਰੇ ਨੂੰ ਅਜਿਹੇ ਉਪਰਾਲੇ ਦੀ ਸ਼ਲਾਘਾ (114, 126, 224, 159)
a5-headline-line2: ਪਸ਼ੂਆਂ ਦੀ ਭਰਮਾਰ ਤੋਂ ਲੋਕ ਪ੍ਰੇਸ਼ਾਨ (673, 490, 865, 508)
